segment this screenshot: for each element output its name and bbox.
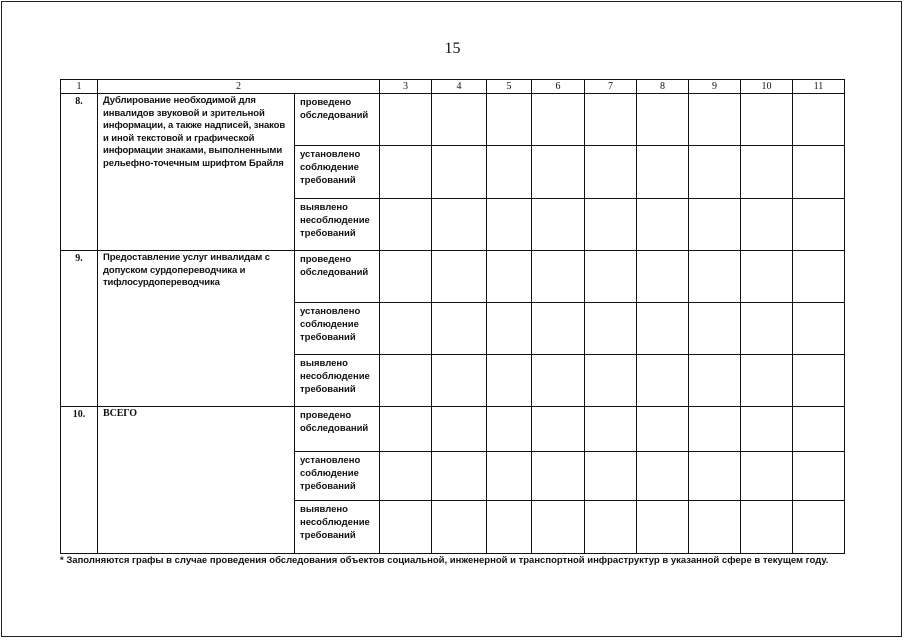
data-cell [793,199,845,251]
data-cell [380,501,432,554]
data-cell [741,355,793,407]
header-row [61,80,845,94]
data-cell [689,407,741,452]
data-cell [585,251,637,303]
data-cell [532,146,585,199]
data-cell [585,407,637,452]
data-cell [689,355,741,407]
header-cell: 10 [741,80,793,94]
data-cell [380,452,432,501]
header-cell: 2 [98,80,380,94]
data-cell [432,355,487,407]
header-cell: 1 [61,80,98,94]
header-cell: 11 [793,80,845,94]
status-label: выявлено несоблюдение требований [295,199,380,251]
table-row [61,94,845,146]
data-cell [487,501,532,554]
status-label: установлено соблюдение требований [295,303,380,355]
data-cell [585,355,637,407]
data-cell [637,251,689,303]
data-cell [532,199,585,251]
status-label: установлено соблюдение требований [295,146,380,199]
data-cell [689,303,741,355]
row-number: 9. [61,251,98,407]
data-cell [380,355,432,407]
data-cell [741,251,793,303]
data-cell [432,199,487,251]
data-cell [432,146,487,199]
data-cell [689,199,741,251]
data-cell [487,452,532,501]
data-cell [487,407,532,452]
data-cell [532,355,585,407]
data-cell [487,251,532,303]
data-cell [793,355,845,407]
data-cell [689,146,741,199]
data-cell [380,407,432,452]
data-cell [637,355,689,407]
data-cell [532,251,585,303]
status-label: выявлено несоблюдение требований [295,355,380,407]
table-row [61,407,845,452]
data-cell [432,407,487,452]
data-cell [793,251,845,303]
data-cell [793,452,845,501]
data-cell [487,146,532,199]
data-cell [741,199,793,251]
data-cell [637,146,689,199]
data-cell [741,94,793,146]
data-cell [741,146,793,199]
data-cell [689,251,741,303]
header-cell: 7 [585,80,637,94]
data-cell [380,94,432,146]
status-label: проведено обследований [295,94,380,146]
data-cell [637,501,689,554]
status-label: проведено обследований [295,251,380,303]
data-cell [432,452,487,501]
page-number: 15 [444,40,461,57]
data-cell [585,199,637,251]
data-cell [487,303,532,355]
data-cell [793,94,845,146]
data-cell [585,146,637,199]
data-cell [585,501,637,554]
data-cell [432,251,487,303]
status-label: установлено соблюдение требований [295,452,380,501]
row-description: Дублирование необходимой для инвалидов звуковой и зрительной информации, а также надписей, знаков и иной текстовой и графической информации знаками, выполненными рельефно-точечным шрифтом Брайля [98,94,295,251]
data-cell [532,452,585,501]
data-cell [487,355,532,407]
data-cell [532,94,585,146]
row-number: 10. [61,407,98,554]
data-cell [432,94,487,146]
status-label: проведено обследований [295,407,380,452]
data-cell [380,199,432,251]
data-cell [793,146,845,199]
data-cell [432,501,487,554]
data-cell [793,407,845,452]
header-cell: 9 [689,80,741,94]
data-cell [741,407,793,452]
data-cell [637,452,689,501]
data-cell [487,199,532,251]
data-cell [585,452,637,501]
data-cell [487,94,532,146]
data-cell [637,303,689,355]
data-cell [585,94,637,146]
data-cell [741,303,793,355]
data-cell [793,303,845,355]
data-cell [689,452,741,501]
status-label: выявлено несоблюдение требований [295,501,380,554]
row-description: Предоставление услуг инвалидам с допуском сурдопереводчика и тифлосурдопереводчика [98,251,295,407]
header-cell: 6 [532,80,585,94]
table-row [61,251,845,303]
data-cell [637,199,689,251]
row-description: ВСЕГО [98,407,295,554]
data-cell [532,407,585,452]
footnote: * Заполняются графы в случае проведения обследования объектов социальной, инженерной и транспортной инфраструктур в указанной сфере в текущем году. [60,555,829,566]
header-cell: 4 [432,80,487,94]
header-cell: 3 [380,80,432,94]
data-cell [380,303,432,355]
header-cell: 8 [637,80,689,94]
data-cell [741,501,793,554]
header-cell: 5 [487,80,532,94]
data-cell [432,303,487,355]
data-cell [689,501,741,554]
data-cell [585,303,637,355]
data-cell [532,501,585,554]
data-cell [380,146,432,199]
data-cell [532,303,585,355]
data-cell [637,94,689,146]
report-table [60,79,845,554]
data-cell [380,251,432,303]
data-cell [689,94,741,146]
data-cell [637,407,689,452]
data-cell [741,452,793,501]
data-cell [793,501,845,554]
row-number: 8. [61,94,98,251]
